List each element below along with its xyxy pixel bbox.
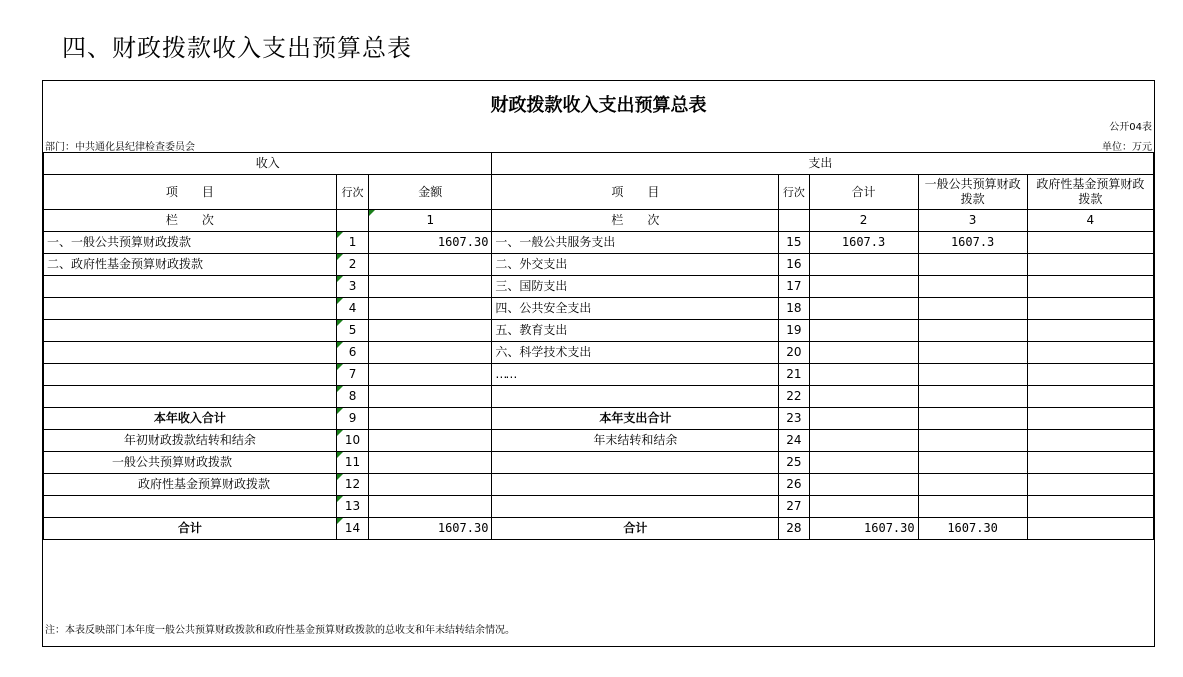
expense-general <box>918 408 1027 430</box>
expense-fund <box>1027 232 1153 254</box>
table-row <box>44 452 1154 474</box>
expense-item: 二、外交支出 <box>492 254 779 276</box>
expense-index-general: 3 <box>918 210 1027 232</box>
table-row <box>44 408 1154 430</box>
expense-total: 1607.3 <box>809 232 918 254</box>
expense-item <box>492 474 779 496</box>
expense-row-number: 16 <box>779 254 809 276</box>
income-index-rowno <box>336 210 368 232</box>
income-item: 二、政府性基金预算财政拨款 <box>44 254 337 276</box>
table-row <box>44 474 1154 496</box>
expense-total <box>809 430 918 452</box>
income-row-number: 10 <box>336 430 368 452</box>
income-item-header: 项 目 <box>44 175 337 210</box>
income-item <box>44 342 337 364</box>
income-item <box>44 320 337 342</box>
expense-index-label: 栏 次 <box>492 210 779 232</box>
unit-label: 单位：万元 <box>1102 142 1152 153</box>
income-amount <box>369 364 492 386</box>
expense-row-number: 27 <box>779 496 809 518</box>
expense-total <box>809 276 918 298</box>
expense-row-number: 22 <box>779 386 809 408</box>
expense-row-number: 23 <box>779 408 809 430</box>
table-row <box>44 342 1154 364</box>
income-row-number: 8 <box>336 386 368 408</box>
expense-row-number: 18 <box>779 298 809 320</box>
budget-table-frame <box>42 80 1155 647</box>
expense-total <box>809 342 918 364</box>
expense-item <box>492 496 779 518</box>
income-row-number: 1 <box>336 232 368 254</box>
expense-item <box>492 386 779 408</box>
income-row-number: 5 <box>336 320 368 342</box>
income-item: 本年收入合计 <box>44 408 337 430</box>
income-row-number: 7 <box>336 364 368 386</box>
expense-row-number: 15 <box>779 232 809 254</box>
expense-fund <box>1027 474 1153 496</box>
expense-general <box>918 386 1027 408</box>
expense-general <box>918 320 1027 342</box>
expense-item: 六、科学技术支出 <box>492 342 779 364</box>
expense-total <box>809 496 918 518</box>
income-amount <box>369 386 492 408</box>
expense-fund-header: 政府性基金预算财政拨款 <box>1027 175 1153 210</box>
income-row-number: 12 <box>336 474 368 496</box>
income-row-number: 6 <box>336 342 368 364</box>
table-row <box>44 430 1154 452</box>
expense-item-header: 项 目 <box>492 175 779 210</box>
income-amount: 1607.30 <box>369 232 492 254</box>
expense-header: 支出 <box>492 153 1154 175</box>
income-item <box>44 386 337 408</box>
income-index-label: 栏 次 <box>44 210 337 232</box>
expense-item: …… <box>492 364 779 386</box>
expense-index-fund: 4 <box>1027 210 1153 232</box>
income-item: 政府性基金预算财政拨款 <box>44 474 337 496</box>
expense-fund <box>1027 298 1153 320</box>
expense-item: 三、国防支出 <box>492 276 779 298</box>
table-row <box>44 518 1154 540</box>
expense-index-total: 2 <box>809 210 918 232</box>
expense-general-header: 一般公共预算财政拨款 <box>918 175 1027 210</box>
income-amount <box>369 320 492 342</box>
income-row-number: 3 <box>336 276 368 298</box>
income-amount <box>369 408 492 430</box>
expense-total <box>809 320 918 342</box>
income-row-number: 4 <box>336 298 368 320</box>
income-item <box>44 276 337 298</box>
income-row-number: 2 <box>336 254 368 276</box>
expense-general <box>918 496 1027 518</box>
expense-general <box>918 298 1027 320</box>
table-row <box>44 254 1154 276</box>
income-amount-header: 金额 <box>369 175 492 210</box>
expense-item: 一、一般公共服务支出 <box>492 232 779 254</box>
table-title: 财政拨款收入支出预算总表 <box>490 95 707 116</box>
expense-fund <box>1027 452 1153 474</box>
expense-total: 1607.30 <box>809 518 918 540</box>
income-item: 一般公共预算财政拨款 <box>44 452 337 474</box>
income-item <box>44 364 337 386</box>
expense-row-number: 28 <box>779 518 809 540</box>
budget-table <box>43 152 1154 540</box>
expense-item: 五、教育支出 <box>492 320 779 342</box>
income-rowno-header: 行次 <box>336 175 368 210</box>
expense-general <box>918 452 1027 474</box>
expense-fund <box>1027 254 1153 276</box>
expense-total <box>809 474 918 496</box>
table-row <box>44 386 1154 408</box>
expense-general <box>918 342 1027 364</box>
expense-total <box>809 298 918 320</box>
income-amount <box>369 254 492 276</box>
department-label: 部门：中共通化县纪律检查委员会 <box>45 142 195 153</box>
expense-fund <box>1027 276 1153 298</box>
expense-total <box>809 254 918 276</box>
page-title: 四、财政拨款收入支出预算总表 <box>62 34 412 62</box>
income-amount <box>369 298 492 320</box>
expense-fund <box>1027 364 1153 386</box>
income-amount <box>369 452 492 474</box>
table-row <box>44 364 1154 386</box>
expense-general <box>918 364 1027 386</box>
expense-general <box>918 474 1027 496</box>
income-index-amount: 1 <box>369 210 492 232</box>
table-note: 注：本表反映部门本年度一般公共预算财政拨款和政府性基金预算财政拨款的总收支和年末结转结余情况。 <box>45 625 515 636</box>
income-amount <box>369 496 492 518</box>
expense-fund <box>1027 386 1153 408</box>
expense-fund <box>1027 430 1153 452</box>
income-row-number: 13 <box>336 496 368 518</box>
income-header: 收入 <box>44 153 492 175</box>
income-item: 年初财政拨款结转和结余 <box>44 430 337 452</box>
expense-rowno-header: 行次 <box>779 175 809 210</box>
income-row-number: 11 <box>336 452 368 474</box>
form-number: 公开04表 <box>1109 122 1152 133</box>
expense-total <box>809 386 918 408</box>
expense-item <box>492 452 779 474</box>
income-item <box>44 298 337 320</box>
expense-total-header: 合计 <box>809 175 918 210</box>
income-item <box>44 496 337 518</box>
table-row <box>44 320 1154 342</box>
expense-index-rowno <box>779 210 809 232</box>
expense-general: 1607.30 <box>918 518 1027 540</box>
income-row-number: 14 <box>336 518 368 540</box>
expense-row-number: 20 <box>779 342 809 364</box>
expense-fund <box>1027 342 1153 364</box>
income-item: 一、一般公共预算财政拨款 <box>44 232 337 254</box>
income-amount <box>369 276 492 298</box>
expense-general <box>918 254 1027 276</box>
expense-row-number: 25 <box>779 452 809 474</box>
expense-general <box>918 276 1027 298</box>
expense-fund <box>1027 496 1153 518</box>
income-amount: 1607.30 <box>369 518 492 540</box>
income-amount <box>369 430 492 452</box>
table-row <box>44 298 1154 320</box>
expense-general: 1607.3 <box>918 232 1027 254</box>
expense-fund <box>1027 408 1153 430</box>
expense-row-number: 21 <box>779 364 809 386</box>
expense-fund <box>1027 518 1153 540</box>
table-row <box>44 276 1154 298</box>
table-row <box>44 232 1154 254</box>
expense-row-number: 26 <box>779 474 809 496</box>
table-row <box>44 496 1154 518</box>
income-item: 合计 <box>44 518 337 540</box>
expense-total <box>809 364 918 386</box>
expense-row-number: 17 <box>779 276 809 298</box>
expense-item: 合计 <box>492 518 779 540</box>
expense-general <box>918 430 1027 452</box>
expense-fund <box>1027 320 1153 342</box>
expense-item: 本年支出合计 <box>492 408 779 430</box>
expense-item: 年末结转和结余 <box>492 430 779 452</box>
expense-total <box>809 452 918 474</box>
income-row-number: 9 <box>336 408 368 430</box>
expense-row-number: 19 <box>779 320 809 342</box>
expense-item: 四、公共安全支出 <box>492 298 779 320</box>
expense-row-number: 24 <box>779 430 809 452</box>
income-amount <box>369 474 492 496</box>
expense-total <box>809 408 918 430</box>
income-amount <box>369 342 492 364</box>
